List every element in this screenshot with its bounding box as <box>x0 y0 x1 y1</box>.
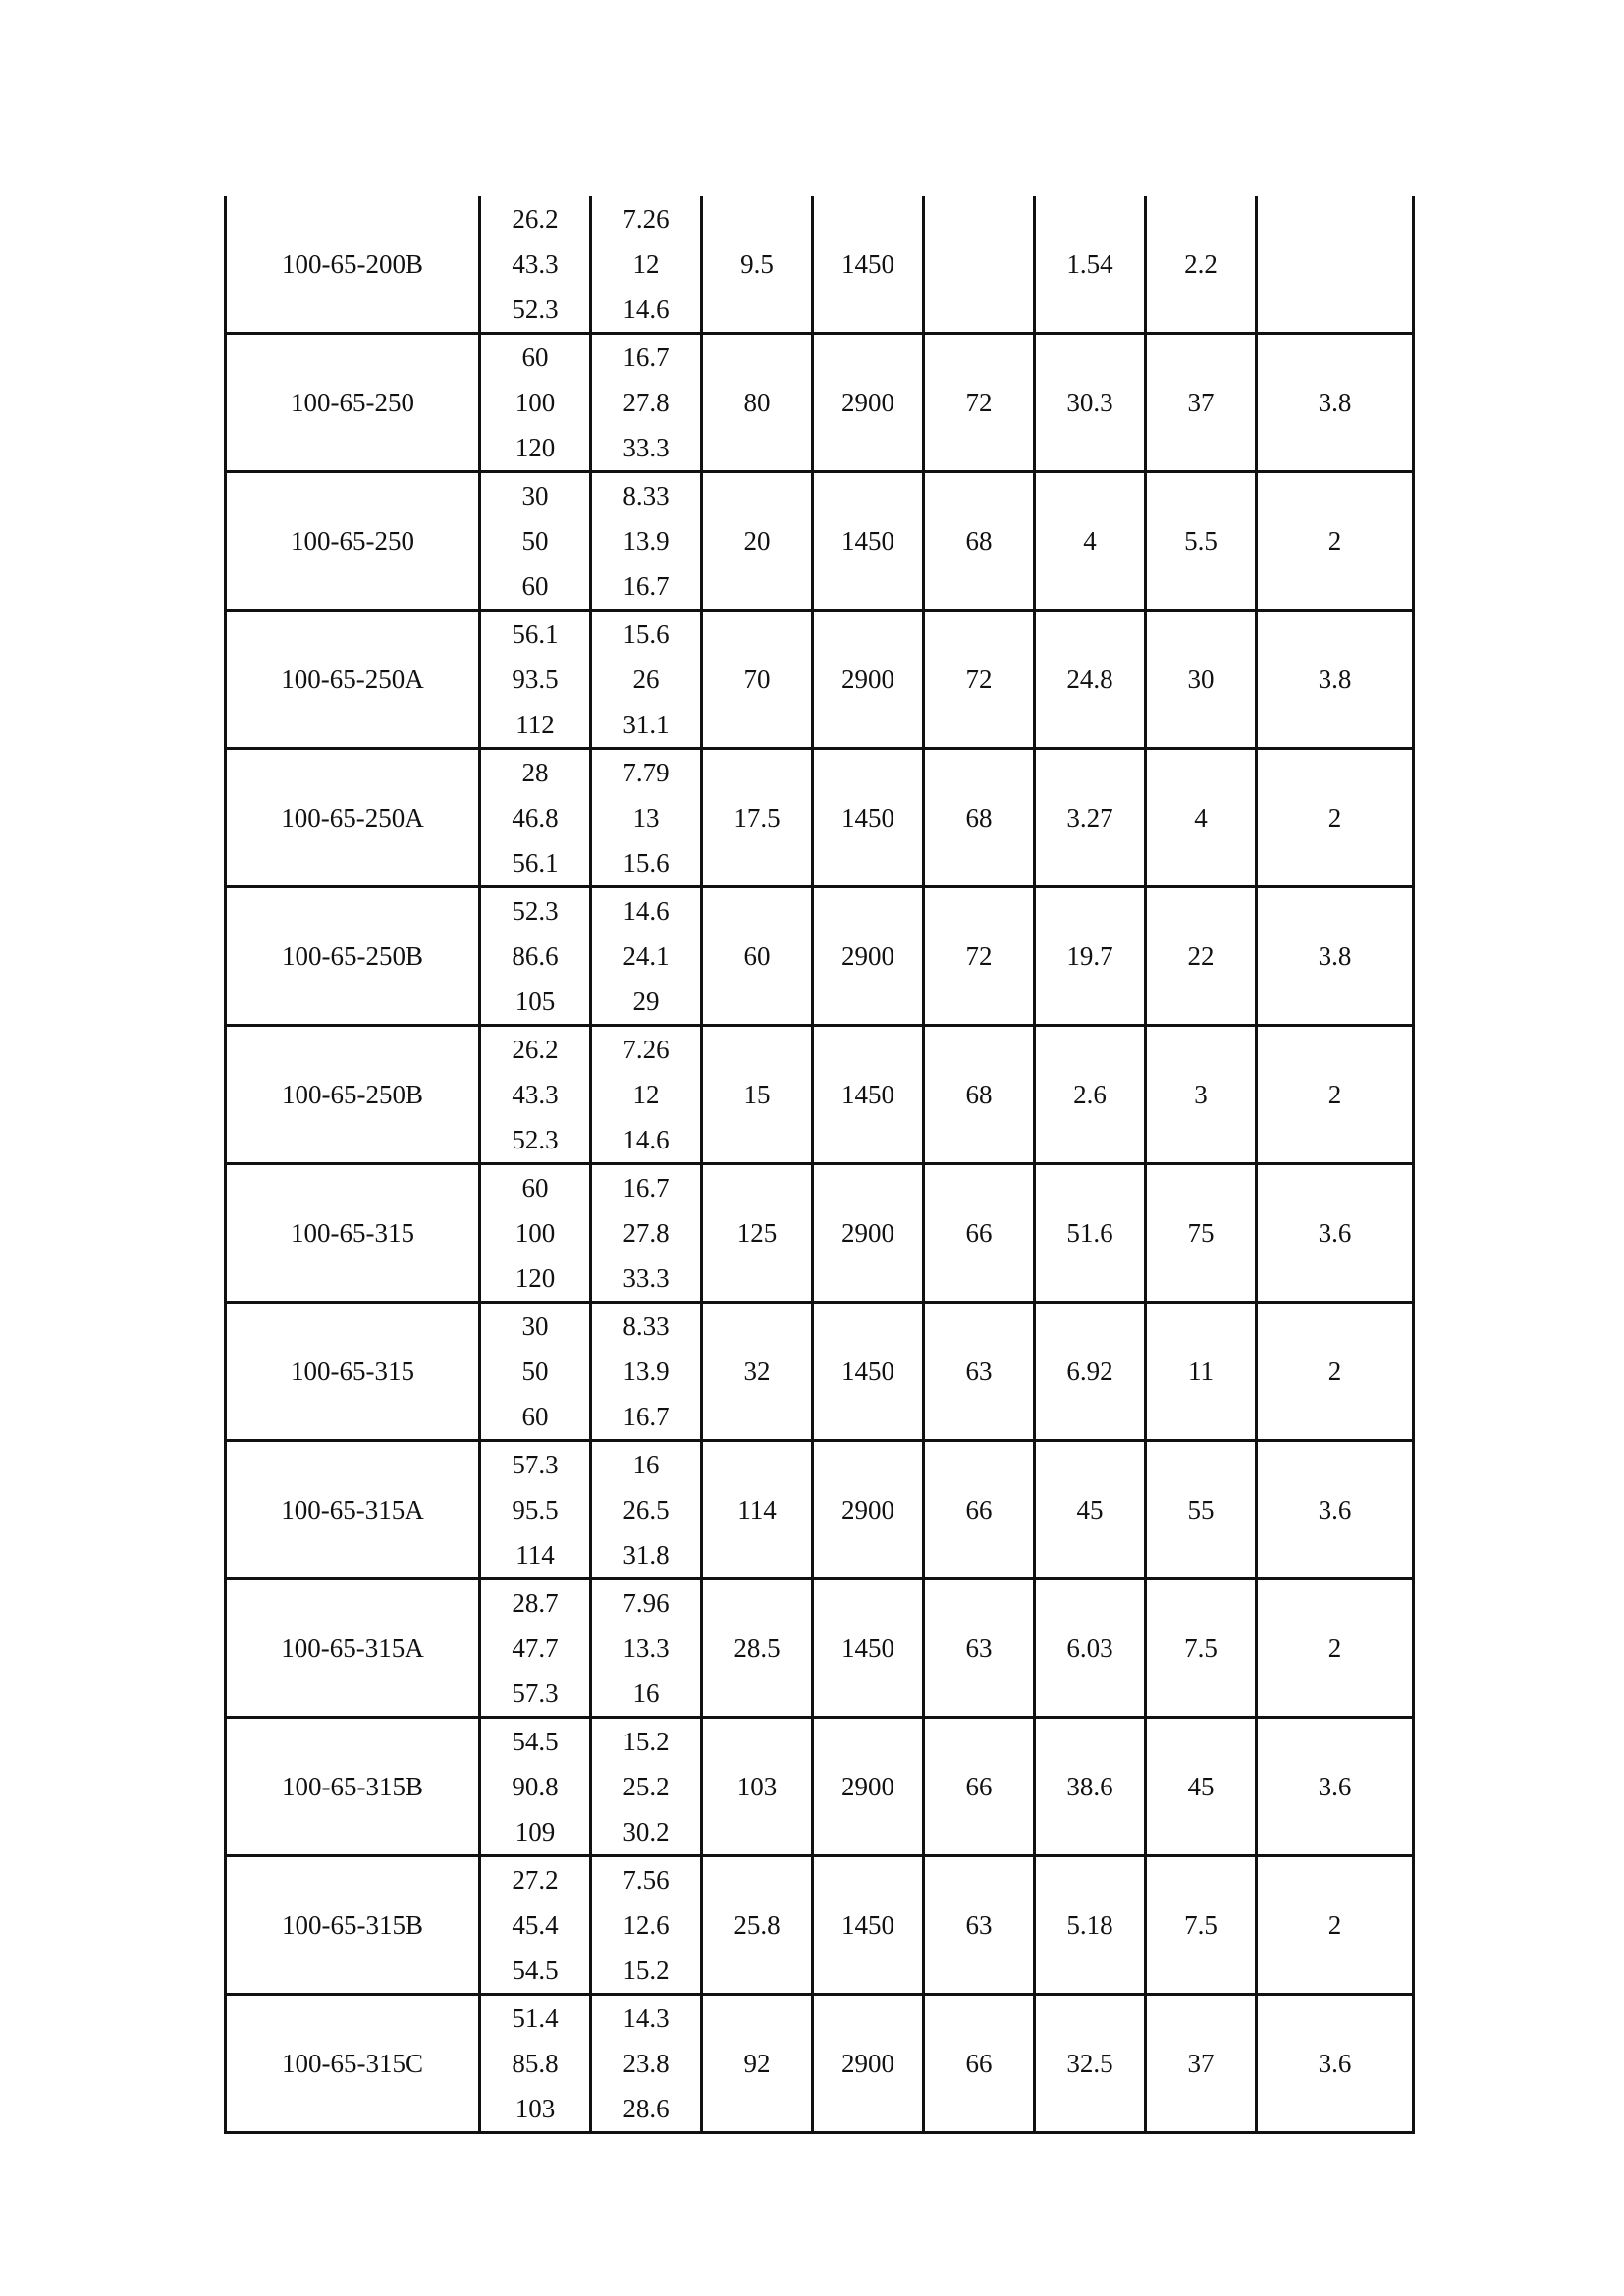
flow-ls-cell-value: 15.6 <box>623 848 670 878</box>
flow-ls-cell <box>591 1718 702 1856</box>
motor-power-cell: 22 <box>1146 887 1257 1026</box>
flow-m3h-cell-value: 95.5 <box>512 1495 559 1524</box>
head-cell: 15 <box>702 1026 813 1164</box>
flow-m3h-cell-value: 28.7 <box>512 1588 559 1618</box>
motor-power-cell: 37 <box>1146 334 1257 472</box>
motor-power-cell: 7.5 <box>1146 1579 1257 1718</box>
flow-ls-cell-value: 29 <box>632 987 660 1016</box>
flow-m3h-cell-stack <box>481 473 589 609</box>
head-cell: 114 <box>702 1441 813 1579</box>
flow-m3h-cell-stack <box>481 196 589 332</box>
flow-ls-cell-value: 28.6 <box>623 2094 670 2123</box>
flow-ls-cell-value: 15.2 <box>623 1955 670 1985</box>
flow-m3h-cell <box>480 1718 591 1856</box>
flow-m3h-cell-stack <box>481 750 589 885</box>
flow-ls-cell-value: 13.9 <box>623 1357 670 1386</box>
flow-ls-cell-value: 7.96 <box>623 1588 670 1618</box>
flow-ls-cell-stack <box>592 1857 700 1993</box>
table-row <box>226 472 1414 611</box>
flow-m3h-cell-value: 109 <box>514 1817 556 1846</box>
shaft-power-cell: 19.7 <box>1035 887 1146 1026</box>
flow-ls-cell <box>591 196 702 334</box>
flow-ls-cell-value: 31.8 <box>623 1540 670 1570</box>
speed-cell: 1450 <box>813 1303 924 1441</box>
flow-m3h-cell-value: 105 <box>514 987 556 1016</box>
flow-ls-cell-value: 14.6 <box>623 1125 670 1154</box>
flow-m3h-cell-value: 30 <box>521 481 549 510</box>
flow-m3h-cell-stack <box>481 612 589 747</box>
flow-ls-cell-value: 33.3 <box>623 433 670 462</box>
flow-m3h-cell-value: 120 <box>514 433 556 462</box>
flow-ls-cell-value: 16.7 <box>623 343 670 372</box>
efficiency-cell: 66 <box>924 1718 1035 1856</box>
flow-m3h-cell <box>480 1303 591 1441</box>
flow-m3h-cell-stack <box>481 1996 589 2131</box>
flow-m3h-cell-value: 50 <box>521 526 549 556</box>
shaft-power-cell: 4 <box>1035 472 1146 611</box>
head-cell: 60 <box>702 887 813 1026</box>
head-cell: 32 <box>702 1303 813 1441</box>
flow-ls-cell <box>591 887 702 1026</box>
flow-ls-cell-value: 24.1 <box>623 941 670 971</box>
motor-power-cell: 7.5 <box>1146 1856 1257 1995</box>
motor-power-cell: 55 <box>1146 1441 1257 1579</box>
efficiency-cell: 68 <box>924 472 1035 611</box>
flow-m3h-cell-value: 57.3 <box>512 1450 559 1479</box>
model-cell: 100-65-250 <box>226 472 480 611</box>
npsh-cell: 3.6 <box>1257 1995 1414 2133</box>
flow-m3h-cell-value: 114 <box>515 1540 555 1570</box>
flow-ls-cell-stack <box>592 888 700 1024</box>
motor-power-cell: 2.2 <box>1146 196 1257 334</box>
speed-cell: 1450 <box>813 1579 924 1718</box>
flow-m3h-cell-value: 26.2 <box>512 204 559 234</box>
table-row <box>226 611 1414 749</box>
motor-power-cell: 45 <box>1146 1718 1257 1856</box>
flow-ls-cell-stack <box>592 335 700 470</box>
shaft-power-cell: 45 <box>1035 1441 1146 1579</box>
flow-m3h-cell-value: 47.7 <box>512 1633 559 1663</box>
speed-cell: 2900 <box>813 1718 924 1856</box>
shaft-power-cell: 30.3 <box>1035 334 1146 472</box>
efficiency-cell: 66 <box>924 1164 1035 1303</box>
speed-cell: 2900 <box>813 887 924 1026</box>
efficiency-cell: 63 <box>924 1579 1035 1718</box>
flow-m3h-cell-value: 60 <box>521 1173 549 1202</box>
flow-ls-cell <box>591 1441 702 1579</box>
flow-ls-cell-value: 15.2 <box>623 1727 670 1756</box>
flow-m3h-cell <box>480 1441 591 1579</box>
flow-m3h-cell-value: 85.8 <box>512 2049 559 2078</box>
shaft-power-cell: 38.6 <box>1035 1718 1146 1856</box>
model-cell: 100-65-315 <box>226 1164 480 1303</box>
npsh-cell: 3.6 <box>1257 1718 1414 1856</box>
shaft-power-cell: 3.27 <box>1035 749 1146 887</box>
table-row <box>226 1303 1414 1441</box>
flow-m3h-cell-value: 56.1 <box>512 848 559 878</box>
flow-ls-cell-value: 8.33 <box>623 481 670 510</box>
speed-cell: 1450 <box>813 749 924 887</box>
flow-m3h-cell-value: 46.8 <box>512 803 559 832</box>
flow-ls-cell-value: 33.3 <box>623 1263 670 1293</box>
flow-ls-cell-value: 27.8 <box>623 1218 670 1248</box>
flow-ls-cell-value: 8.33 <box>623 1311 670 1341</box>
flow-m3h-cell-value: 100 <box>514 1218 556 1248</box>
motor-power-cell: 11 <box>1146 1303 1257 1441</box>
flow-m3h-cell-value: 26.2 <box>512 1035 559 1064</box>
flow-m3h-cell-value: 93.5 <box>512 665 559 694</box>
model-cell: 100-65-250B <box>226 1026 480 1164</box>
flow-ls-cell <box>591 1303 702 1441</box>
flow-ls-cell-value: 16.7 <box>623 1173 670 1202</box>
flow-m3h-cell-stack <box>481 888 589 1024</box>
flow-ls-cell-stack <box>592 1027 700 1162</box>
flow-ls-cell-stack <box>592 1580 700 1716</box>
table-row <box>226 1718 1414 1856</box>
flow-ls-cell-value: 23.8 <box>623 2049 670 2078</box>
flow-m3h-cell-value: 90.8 <box>512 1772 559 1801</box>
flow-m3h-cell-value: 103 <box>514 2094 556 2123</box>
speed-cell: 2900 <box>813 1164 924 1303</box>
head-cell: 92 <box>702 1995 813 2133</box>
model-cell: 100-65-315B <box>226 1718 480 1856</box>
flow-ls-cell <box>591 334 702 472</box>
flow-m3h-cell <box>480 196 591 334</box>
flow-ls-cell-value: 30.2 <box>623 1817 670 1846</box>
motor-power-cell: 4 <box>1146 749 1257 887</box>
npsh-cell: 2 <box>1257 749 1414 887</box>
shaft-power-cell: 1.54 <box>1035 196 1146 334</box>
flow-ls-cell-value: 27.8 <box>623 388 670 417</box>
flow-m3h-cell-value: 54.5 <box>512 1955 559 1985</box>
table-row <box>226 1026 1414 1164</box>
table-row <box>226 334 1414 472</box>
flow-m3h-cell <box>480 1164 591 1303</box>
motor-power-cell: 37 <box>1146 1995 1257 2133</box>
flow-m3h-cell-value: 60 <box>521 1402 549 1431</box>
table-row <box>226 1441 1414 1579</box>
flow-m3h-cell <box>480 472 591 611</box>
npsh-cell: 3.6 <box>1257 1164 1414 1303</box>
table-row <box>226 1856 1414 1995</box>
flow-ls-cell-stack <box>592 1996 700 2131</box>
pump-spec-table <box>224 196 1415 2134</box>
npsh-cell <box>1257 196 1414 334</box>
shaft-power-cell: 24.8 <box>1035 611 1146 749</box>
model-cell: 100-65-250A <box>226 749 480 887</box>
flow-m3h-cell <box>480 1856 591 1995</box>
npsh-cell: 3.8 <box>1257 887 1414 1026</box>
efficiency-cell: 72 <box>924 334 1035 472</box>
flow-ls-cell <box>591 1995 702 2133</box>
shaft-power-cell: 6.03 <box>1035 1579 1146 1718</box>
head-cell: 28.5 <box>702 1579 813 1718</box>
flow-m3h-cell-stack <box>481 1580 589 1716</box>
flow-ls-cell-stack <box>592 1165 700 1301</box>
model-cell: 100-65-315B <box>226 1856 480 1995</box>
flow-ls-cell <box>591 1579 702 1718</box>
flow-ls-cell <box>591 749 702 887</box>
model-cell: 100-65-315A <box>226 1441 480 1579</box>
flow-m3h-cell-value: 100 <box>514 388 556 417</box>
head-cell: 80 <box>702 334 813 472</box>
speed-cell: 1450 <box>813 1856 924 1995</box>
flow-ls-cell-value: 12 <box>632 1080 660 1109</box>
efficiency-cell: 66 <box>924 1995 1035 2133</box>
flow-m3h-cell-value: 54.5 <box>512 1727 559 1756</box>
flow-ls-cell-stack <box>592 750 700 885</box>
motor-power-cell: 75 <box>1146 1164 1257 1303</box>
flow-ls-cell <box>591 472 702 611</box>
head-cell: 70 <box>702 611 813 749</box>
npsh-cell: 2 <box>1257 1026 1414 1164</box>
flow-ls-cell-value: 12.6 <box>623 1910 670 1940</box>
table-row <box>226 1579 1414 1718</box>
speed-cell: 2900 <box>813 1441 924 1579</box>
flow-ls-cell-value: 7.56 <box>623 1865 670 1895</box>
flow-m3h-cell <box>480 611 591 749</box>
efficiency-cell: 68 <box>924 749 1035 887</box>
model-cell: 100-65-250A <box>226 611 480 749</box>
flow-m3h-cell-stack <box>481 335 589 470</box>
flow-m3h-cell-value: 60 <box>521 343 549 372</box>
efficiency-cell: 63 <box>924 1303 1035 1441</box>
flow-ls-cell-value: 13.9 <box>623 526 670 556</box>
shaft-power-cell: 32.5 <box>1035 1995 1146 2133</box>
model-cell: 100-65-250 <box>226 334 480 472</box>
flow-m3h-cell <box>480 887 591 1026</box>
table-row <box>226 749 1414 887</box>
flow-ls-cell <box>591 1856 702 1995</box>
flow-ls-cell-value: 16.7 <box>623 1402 670 1431</box>
flow-m3h-cell-value: 56.1 <box>512 619 559 649</box>
flow-ls-cell-stack <box>592 196 700 332</box>
flow-m3h-cell <box>480 1026 591 1164</box>
flow-m3h-cell-value: 28 <box>521 758 549 787</box>
npsh-cell: 2 <box>1257 472 1414 611</box>
model-cell: 100-65-315C <box>226 1995 480 2133</box>
efficiency-cell: 68 <box>924 1026 1035 1164</box>
head-cell: 25.8 <box>702 1856 813 1995</box>
flow-ls-cell-value: 13.3 <box>623 1633 670 1663</box>
efficiency-cell: 63 <box>924 1856 1035 1995</box>
flow-ls-cell-value: 16.7 <box>623 571 670 601</box>
npsh-cell: 3.8 <box>1257 334 1414 472</box>
shaft-power-cell: 51.6 <box>1035 1164 1146 1303</box>
flow-ls-cell-value: 13 <box>632 803 660 832</box>
efficiency-cell: 72 <box>924 887 1035 1026</box>
flow-ls-cell <box>591 1164 702 1303</box>
flow-ls-cell-value: 25.2 <box>623 1772 670 1801</box>
table-row <box>226 196 1414 334</box>
flow-ls-cell <box>591 611 702 749</box>
flow-ls-cell-stack <box>592 612 700 747</box>
flow-ls-cell-value: 14.6 <box>623 294 670 324</box>
shaft-power-cell: 2.6 <box>1035 1026 1146 1164</box>
flow-ls-cell-value: 7.79 <box>623 758 670 787</box>
efficiency-cell <box>924 196 1035 334</box>
flow-m3h-cell-value: 51.4 <box>512 2003 559 2033</box>
flow-ls-cell-stack <box>592 473 700 609</box>
npsh-cell: 3.6 <box>1257 1441 1414 1579</box>
efficiency-cell: 72 <box>924 611 1035 749</box>
shaft-power-cell: 5.18 <box>1035 1856 1146 1995</box>
model-cell: 100-65-200B <box>226 196 480 334</box>
table-row <box>226 1995 1414 2133</box>
flow-ls-cell-value: 26.5 <box>623 1495 670 1524</box>
flow-m3h-cell <box>480 334 591 472</box>
speed-cell: 1450 <box>813 1026 924 1164</box>
model-cell: 100-65-250B <box>226 887 480 1026</box>
flow-m3h-cell-stack <box>481 1857 589 1993</box>
flow-ls-cell-stack <box>592 1304 700 1439</box>
npsh-cell: 2 <box>1257 1856 1414 1995</box>
flow-ls-cell-value: 12 <box>632 249 660 279</box>
flow-ls-cell-value: 15.6 <box>623 619 670 649</box>
flow-m3h-cell-value: 43.3 <box>512 1080 559 1109</box>
flow-ls-cell-value: 14.3 <box>623 2003 670 2033</box>
speed-cell: 2900 <box>813 334 924 472</box>
flow-m3h-cell-value: 52.3 <box>512 896 559 926</box>
head-cell: 9.5 <box>702 196 813 334</box>
shaft-power-cell: 6.92 <box>1035 1303 1146 1441</box>
flow-ls-cell-value: 14.6 <box>623 896 670 926</box>
flow-ls-cell-value: 31.1 <box>623 710 670 739</box>
head-cell: 125 <box>702 1164 813 1303</box>
flow-ls-cell-value: 16 <box>632 1679 660 1708</box>
flow-m3h-cell-value: 27.2 <box>512 1865 559 1895</box>
model-cell: 100-65-315A <box>226 1579 480 1718</box>
flow-ls-cell-stack <box>592 1442 700 1577</box>
motor-power-cell: 3 <box>1146 1026 1257 1164</box>
flow-ls-cell-value: 26 <box>632 665 660 694</box>
speed-cell: 1450 <box>813 472 924 611</box>
flow-m3h-cell-value: 112 <box>515 710 555 739</box>
npsh-cell: 2 <box>1257 1303 1414 1441</box>
flow-ls-cell-stack <box>592 1719 700 1854</box>
model-cell: 100-65-315 <box>226 1303 480 1441</box>
flow-m3h-cell-value: 52.3 <box>512 1125 559 1154</box>
flow-m3h-cell-stack <box>481 1165 589 1301</box>
flow-ls-cell-value: 7.26 <box>623 1035 670 1064</box>
npsh-cell: 2 <box>1257 1579 1414 1718</box>
head-cell: 17.5 <box>702 749 813 887</box>
flow-m3h-cell <box>480 1995 591 2133</box>
speed-cell: 2900 <box>813 1995 924 2133</box>
table-body <box>226 196 1414 2133</box>
flow-m3h-cell-stack <box>481 1304 589 1439</box>
flow-m3h-cell-stack <box>481 1027 589 1162</box>
flow-m3h-cell-value: 30 <box>521 1311 549 1341</box>
head-cell: 20 <box>702 472 813 611</box>
flow-m3h-cell-value: 43.3 <box>512 249 559 279</box>
table-row <box>226 887 1414 1026</box>
flow-m3h-cell-value: 50 <box>521 1357 549 1386</box>
flow-m3h-cell-value: 57.3 <box>512 1679 559 1708</box>
head-cell: 103 <box>702 1718 813 1856</box>
flow-m3h-cell-value: 60 <box>521 571 549 601</box>
motor-power-cell: 5.5 <box>1146 472 1257 611</box>
speed-cell: 2900 <box>813 611 924 749</box>
flow-m3h-cell <box>480 1579 591 1718</box>
flow-m3h-cell-value: 52.3 <box>512 294 559 324</box>
flow-m3h-cell-stack <box>481 1442 589 1577</box>
flow-ls-cell-value: 7.26 <box>623 204 670 234</box>
flow-m3h-cell-value: 120 <box>514 1263 556 1293</box>
flow-ls-cell <box>591 1026 702 1164</box>
speed-cell: 1450 <box>813 196 924 334</box>
efficiency-cell: 66 <box>924 1441 1035 1579</box>
flow-m3h-cell-stack <box>481 1719 589 1854</box>
motor-power-cell: 30 <box>1146 611 1257 749</box>
flow-m3h-cell-value: 45.4 <box>512 1910 559 1940</box>
flow-m3h-cell-value: 86.6 <box>512 941 559 971</box>
npsh-cell: 3.8 <box>1257 611 1414 749</box>
flow-ls-cell-value: 16 <box>632 1450 660 1479</box>
table-row <box>226 1164 1414 1303</box>
flow-m3h-cell <box>480 749 591 887</box>
